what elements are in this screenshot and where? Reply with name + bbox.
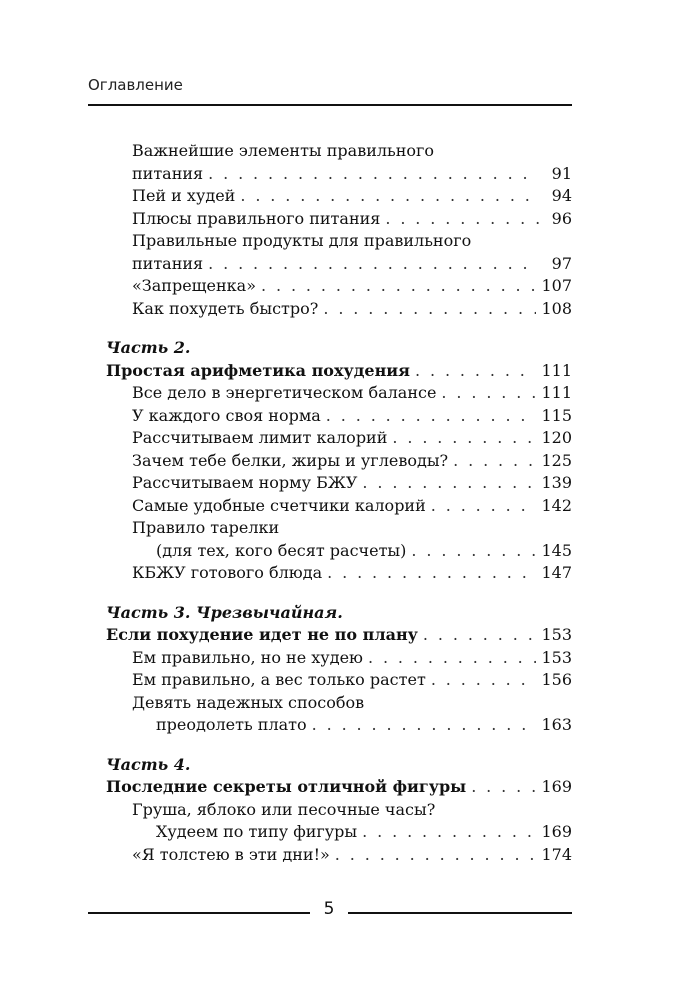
toc-entry-page: 111 [541, 383, 572, 402]
toc-entry [106, 405, 572, 428]
dot-leader [362, 821, 536, 844]
toc-entry-title: Рассчитываем лимит калорий [132, 428, 388, 447]
toc-entry [106, 185, 572, 208]
toc-entry [106, 669, 572, 692]
toc-entry-page: 142 [541, 495, 572, 515]
dot-leader [441, 382, 536, 405]
toc-entry-title: питания [132, 253, 204, 273]
toc-entry-title-line: Важнейшие элементы правильного [132, 141, 435, 160]
dot-leader [392, 427, 536, 450]
toc-entry-title: Самые удобные счетчики калорий [132, 495, 426, 515]
toc-entry [106, 450, 572, 473]
toc-entry-title: Ем правильно, но не худею [132, 647, 363, 667]
toc-entry-title: Как похудеть быстро? [132, 298, 319, 318]
toc-entry-page: 96 [551, 208, 572, 228]
toc-entry [106, 647, 572, 670]
toc-entry [106, 253, 572, 276]
toc-entry-page: 125 [541, 450, 572, 470]
toc-entry-title-line: Груша, яблоко или песочные часы? [132, 799, 436, 819]
toc-entry-page: 147 [541, 563, 572, 582]
toc-entry-title: Ем правильно, а вес только растет [132, 670, 426, 689]
toc-entry-title-line: Правильные продукты для правильного [132, 231, 472, 250]
dot-leader [385, 208, 539, 231]
dot-leader [431, 669, 537, 692]
toc-entry [106, 540, 572, 563]
dot-leader [423, 624, 537, 647]
toc-entry-title-line: Девять надежных способов [132, 692, 365, 712]
toc-entry-title: Зачем тебе белки, жиры и углеводы? [132, 450, 449, 470]
toc-entry [106, 495, 572, 518]
dot-leader [471, 776, 536, 799]
dot-leader [415, 360, 536, 383]
dot-leader [208, 253, 539, 276]
toc-entry-page: 115 [541, 405, 572, 425]
dot-leader [335, 844, 537, 867]
toc-entry-title: «Я толстею в эти дни!» [132, 844, 330, 864]
part-label: Часть 4. [106, 754, 191, 774]
part-label: Часть 2. [106, 338, 191, 357]
toc-entry [106, 472, 572, 495]
toc-entry-page: 153 [541, 625, 572, 644]
toc-entry-page: 111 [541, 360, 572, 380]
toc-entry-title: Все дело в энергетическом балансе [132, 383, 437, 402]
toc-entry [106, 844, 572, 867]
toc-entry-title: Плюсы правильного питания [132, 208, 381, 228]
toc-entry-title: (для тех, кого бесят расчеты) [156, 540, 407, 560]
dot-leader [453, 450, 536, 473]
toc-entry-page: 145 [541, 540, 572, 560]
dot-leader [431, 495, 537, 518]
dot-leader [261, 275, 536, 298]
chapter-title: Простая арифметика похудения [106, 360, 410, 380]
toc-entry-title: Пей и худей [132, 186, 236, 205]
toc-entry [106, 208, 572, 231]
footer-rule-left [88, 912, 310, 914]
toc-entry-page: 156 [541, 670, 572, 689]
toc-entry [106, 562, 572, 585]
toc-chapter [106, 776, 572, 799]
toc-entry [106, 298, 572, 321]
toc-entry-title: питания [132, 163, 204, 183]
toc-entry [106, 427, 572, 450]
toc-entry-page: 107 [541, 276, 572, 295]
toc-entry-page: 163 [541, 715, 572, 734]
toc-entry-title: преодолеть плато [156, 715, 307, 734]
toc-entry [106, 163, 572, 186]
toc-entry [106, 382, 572, 405]
toc-entry-page: 153 [541, 647, 572, 667]
dot-leader [368, 647, 536, 670]
toc-entry-title: Худеем по типу фигуры [156, 822, 358, 841]
toc-chapter [106, 624, 572, 647]
dot-leader [323, 298, 536, 321]
footer-rule-right [348, 912, 572, 914]
table-of-contents [106, 140, 572, 866]
toc-entry-title: У каждого своя норма [132, 405, 321, 425]
dot-leader [326, 405, 537, 428]
toc-entry-title: КБЖУ готового блюда [132, 563, 323, 582]
part-label: Часть 3. Чрезвычайная. [106, 602, 343, 622]
toc-entry-page: 97 [551, 253, 572, 273]
chapter-title: Если похудение идет не по плану [106, 625, 418, 644]
chapter-title: Последние секреты отличной фигуры [106, 777, 467, 796]
toc-entry-page: 139 [541, 473, 572, 492]
dot-leader [411, 540, 536, 563]
running-title: Оглавление [88, 76, 183, 94]
dot-leader [240, 185, 539, 208]
toc-entry [106, 714, 572, 737]
toc-entry-page: 91 [551, 163, 572, 183]
toc-entry-page: 120 [541, 428, 572, 447]
toc-entry-page: 169 [541, 822, 572, 841]
toc-entry [106, 821, 572, 844]
toc-entry-page: 169 [541, 777, 572, 796]
header-rule [88, 104, 572, 106]
toc-entry-title: Рассчитываем норму БЖУ [132, 473, 358, 492]
toc-entry-title: «Запрещенка» [132, 276, 257, 295]
dot-leader [327, 562, 536, 585]
toc-entry-page: 94 [551, 186, 572, 205]
toc-entry-page: 108 [541, 298, 572, 318]
toc-entry-title-line: Правило тарелки [132, 518, 280, 537]
toc-entry [106, 275, 572, 298]
dot-leader [208, 163, 539, 186]
dot-leader [362, 472, 536, 495]
page-number: 5 [323, 899, 335, 919]
toc-entry-page: 174 [541, 844, 572, 864]
dot-leader [312, 714, 537, 737]
toc-chapter [106, 360, 572, 383]
